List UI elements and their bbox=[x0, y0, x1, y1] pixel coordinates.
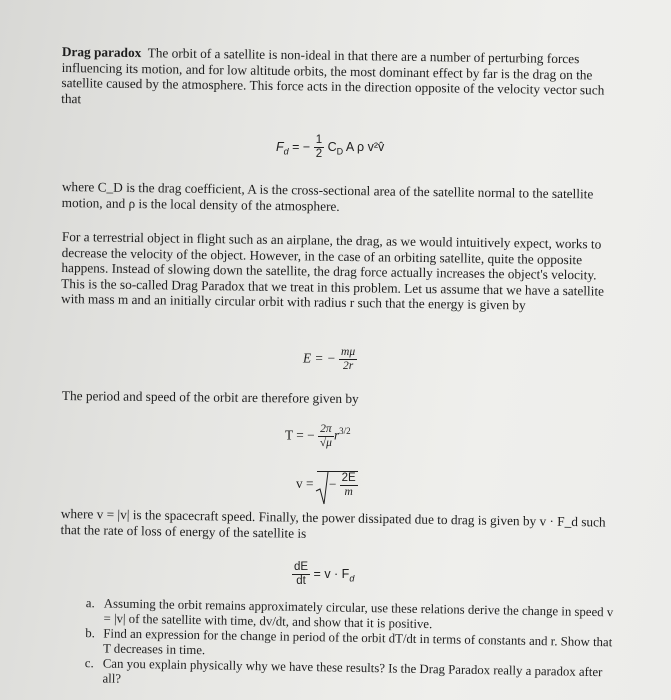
energy-equation: E = − $\frac{m\mu}{2r}$ bbox=[303, 346, 356, 372]
intro-paragraph bbox=[61, 44, 622, 114]
drag-coefficient-paragraph: where C_D is the drag coefficient, A is the cross-sectional area of the satellite normal to the satellite motion, and ρ is the local density of the atmosphere. bbox=[61, 179, 594, 214]
question-list bbox=[76, 596, 617, 695]
intro-title: Drag paradox bbox=[61, 44, 142, 61]
de-dt-fraction: $\frac{dE}{dt}$ bbox=[294, 561, 309, 587]
item-text: Find an expression for the change in period of the orbit dT/dt in terms of constants and r. Show that T decreases in time. bbox=[102, 626, 613, 657]
energy-fraction: $\frac{m\mu}{2r}$ bbox=[341, 346, 356, 372]
energy-rate-equation: $\frac{dE}{dt}$ = $v \cdot F_d$ bbox=[294, 561, 355, 587]
intro-text: The orbit of a satellite is non-ideal in that there are a number of perturbing forces influencing its motion, and for low altitude orbits, the most dominant effect by far is the drag on the satellite caused by the atmosphere. This force acts in the direction opposite of the velocity vector such that bbox=[61, 45, 605, 106]
radical-sign-icon bbox=[315, 471, 329, 505]
speed-equation: v = − $\frac{2E}{m}$ bbox=[296, 471, 358, 499]
item-marker: a. bbox=[85, 596, 95, 611]
drag-paradox-paragraph: For a terrestrial object in flight such as an airplane, the drag, as we would intuitively expect, works to decrease the velocity of the object. However, in the case of an orbiting satellite, quite the opposite happens. Instead of slowing down the satellite, the drag force actually increases the object's velocity. This is the so-called Drag Paradox that we treat in this problem. Let us assume that we have a satellite with mass m and an initially circular orbit with radius r such that the energy is given by bbox=[60, 229, 605, 313]
speed-fraction: $\frac{2E}{m}$ bbox=[341, 472, 356, 498]
square-root: − $\frac{2E}{m}$ bbox=[317, 471, 358, 499]
item-text: Can you explain physically why we have these results? Is the Drag Paradox really a paradox after all? bbox=[102, 656, 603, 686]
one-half-fraction: $\frac{1}{2}$ bbox=[315, 134, 323, 160]
period-speed-intro: The period and speed of the orbit are therefore given by bbox=[61, 388, 359, 407]
power-dissipation-paragraph: where v = |v| is the spacecraft speed. Finally, the power dissipated due to drag is given by v · F_d such that the rate of loss of energy of the satellite is bbox=[60, 506, 606, 541]
period-equation: T = − $\frac{2\pi}{√\mu}$ $r^{3/2}$ bbox=[285, 423, 351, 449]
item-marker: c. bbox=[84, 656, 94, 671]
drag-force-equation: $F_d$ = − $\frac{1}{2}$ $C_D$ A ρ v²v̂ bbox=[276, 134, 385, 160]
item-text: Assuming the orbit remains approximately circular, use these relations derive the change in speed v = |v| of the satellite with time, dv/dt, and show that it is positive. bbox=[103, 596, 614, 631]
item-marker: b. bbox=[85, 626, 96, 641]
period-fraction: $\frac{2\pi}{√\mu}$ bbox=[319, 423, 332, 449]
